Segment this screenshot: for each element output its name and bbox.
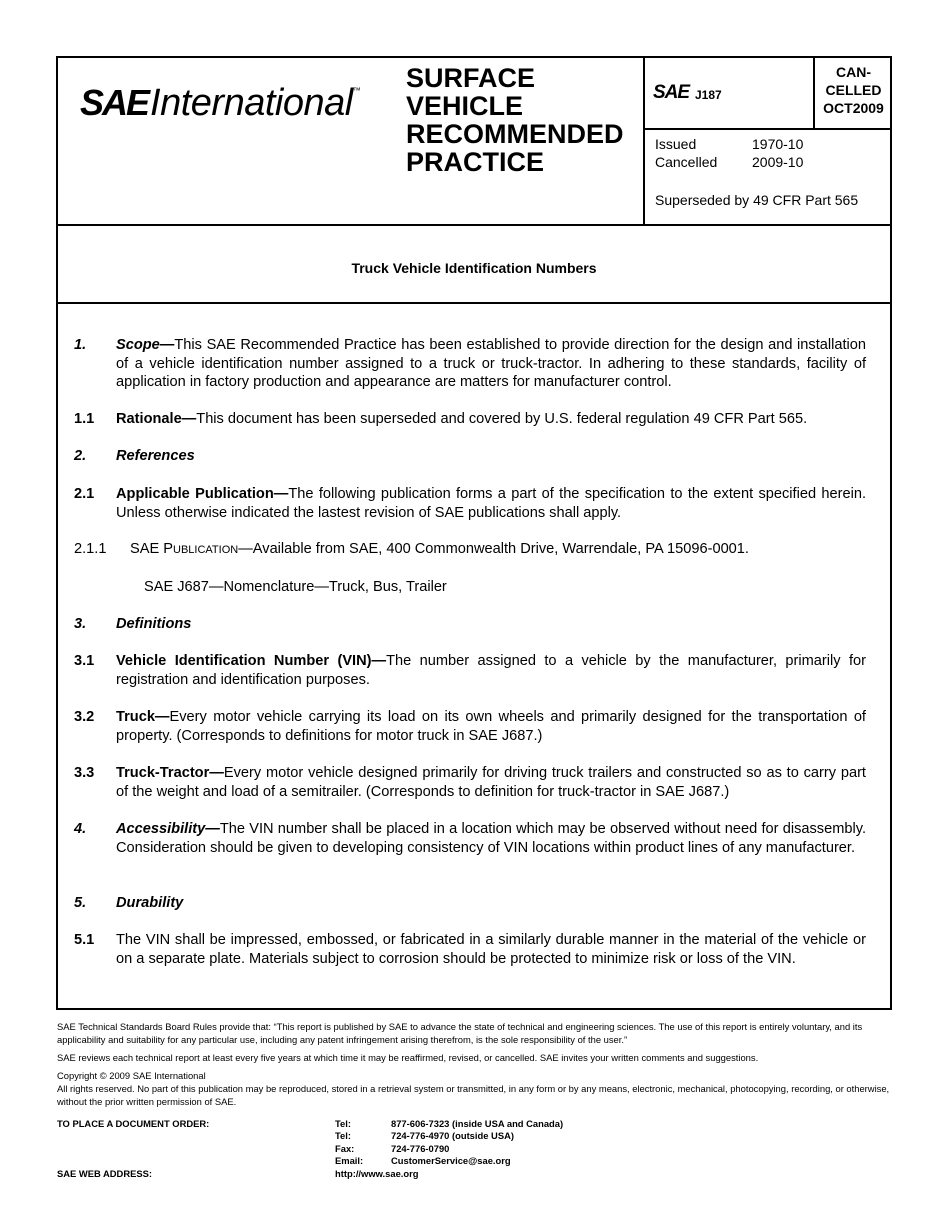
info-cell <box>643 58 892 224</box>
issued-row <box>655 136 804 152</box>
contact-value: 724-776-4970 (outside USA) <box>391 1130 514 1142</box>
section-heading: References <box>116 448 195 464</box>
doc-type-line: PRACTICE <box>406 147 545 177</box>
section-text: This SAE Recommended Practice has been established to provide direction for the design and installation of a vehicle identification number assigned to a truck or truck-tractor. In adhering to these standards, facility of application in factory production and appearance are matters for manufacturer control. <box>116 337 866 391</box>
issued-label: Issued <box>655 136 697 152</box>
doc-type-line: VEHICLE <box>406 91 524 121</box>
cancelled-row <box>655 154 804 170</box>
cancelled-status-box <box>813 58 892 128</box>
document-title: Truck Vehicle Identification Numbers <box>351 260 597 276</box>
document-number: J187 <box>695 88 722 102</box>
sae-small-logo: SAE <box>653 82 690 103</box>
section-number: 5. <box>74 895 87 911</box>
section-number: 3.1 <box>74 653 95 669</box>
title-row <box>58 226 890 304</box>
section-text: This document has been superseded and covered by U.S. federal regulation 49 CFR Part 565. <box>196 411 808 427</box>
section-number: 3. <box>74 616 87 632</box>
section-heading: Truck-Tractor— <box>116 765 224 781</box>
document-number-row <box>645 58 892 130</box>
footer-copyright: Copyright © 2009 SAE International <box>57 1070 206 1081</box>
section-heading-b: UBLICATION <box>173 544 239 556</box>
contact-label: Fax: <box>335 1142 355 1154</box>
superseded-note: Superseded by 49 CFR Part 565 <box>655 192 859 208</box>
contact-value: 724-776-0790 <box>391 1142 450 1154</box>
status-line: CELLED <box>825 82 882 98</box>
section-heading: Definitions <box>116 616 192 632</box>
section-heading: Scope— <box>116 337 175 353</box>
section-number: 3.3 <box>74 765 95 781</box>
section-heading: Durability <box>116 895 184 911</box>
section-text: The number assigned to a vehicle by the manufacturer, primarily for registration and identification purposes. <box>116 653 866 688</box>
section-heading-a: SAE P <box>130 541 173 557</box>
sae-international-logo <box>80 82 361 130</box>
status-line: CAN- <box>836 64 871 80</box>
section-number: 1.1 <box>74 411 95 427</box>
logo-sae: SAE <box>80 82 149 123</box>
section-text: The following publication forms a part of the specification to the extent specified herein. Unless otherwise indicated the lastest revision of SAE publications shall apply. <box>116 486 867 521</box>
section-heading: Applicable Publication— <box>116 486 289 502</box>
contact-value: 877-606-7323 (inside USA and Canada) <box>391 1118 564 1129</box>
footer <box>57 1020 897 1113</box>
web-label: SAE WEB ADDRESS: <box>57 1168 152 1179</box>
logo-trademark: ™ <box>352 86 361 95</box>
issued-value: 1970-10 <box>752 136 804 152</box>
status-line: OCT2009 <box>823 100 884 116</box>
section-text: —Available from SAE, 400 Commonwealth Drive, Warrendale, PA 15096-0001. <box>238 541 749 557</box>
section-number: 2.1 <box>74 486 95 502</box>
section-text: Every motor vehicle designed primarily for driving truck trailers and constructed so as to carry part of the weight and load of a semitrailer. (Corresponds to definition for truck-tractor in SAE J687.) <box>116 765 866 800</box>
section-number: 2. <box>74 448 87 464</box>
cancelled-label: Cancelled <box>655 154 718 170</box>
section-number: 3.2 <box>74 709 95 725</box>
section-number: 4. <box>74 821 87 837</box>
contact-label: Tel: <box>335 1118 351 1129</box>
header <box>58 58 890 226</box>
email-link[interactable]: CustomerService@sae.org <box>391 1155 511 1167</box>
footer-rules: SAE Technical Standards Board Rules provide that: “This report is published by SAE to advance the state of technical and engineering sciences. The use of this report is entirely voluntary, and its applicability and suitability for any particular use, including any patent infringement arising therefrom, is the sole responsibility of the user.” <box>57 1021 863 1045</box>
section-heading: Truck— <box>116 709 170 725</box>
website-link[interactable]: http://www.sae.org <box>335 1167 419 1179</box>
logo-international: International <box>150 82 353 124</box>
doc-type-line: RECOMMENDED <box>406 119 624 149</box>
section-number: 1. <box>74 337 87 353</box>
section-heading: Accessibility— <box>116 821 220 837</box>
section-number: 5.1 <box>74 932 95 948</box>
section-number: 2.1.1 <box>74 541 107 557</box>
section-heading: Rationale— <box>116 411 197 427</box>
reference-text: SAE J687—Nomenclature—Truck, Bus, Trailer <box>144 579 447 595</box>
doc-type-line: SURFACE <box>406 63 536 93</box>
section-heading: Vehicle Identification Number (VIN)— <box>116 653 387 669</box>
footer-review: SAE reviews each technical report at least every five years at which time it may be reaffirmed, revised, or cancelled. SAE invites your written comments and suggestions. <box>57 1052 759 1063</box>
contact-label: Tel: <box>335 1130 351 1142</box>
footer-rights: All rights reserved. No part of this publication may be reproduced, stored in a retrieval system or transmitted, in any form or by any means, electronic, mechanical, photocopying, recording, or otherwise, without the prior written permission of SAE. <box>57 1083 890 1107</box>
document-type <box>406 64 646 176</box>
section-text: The VIN shall be impressed, embossed, or fabricated in a similarly durable manner in the material of the vehicle or on a separate plate. Materials subject to corrosion should be protected to minimize risk or loss of the VIN. <box>116 932 866 967</box>
section-text: Every motor vehicle carrying its load on its own wheels and primarily designed for the transportation of property. (Corresponds to definitions for motor truck in SAE J687.) <box>116 709 866 744</box>
section-text: The VIN number shall be placed in a location which may be observed without need for disassembly. Consideration should be given to developing consistency of VIN locations within product lines of any manufacturer. <box>116 821 866 856</box>
cancelled-value: 2009-10 <box>752 154 804 170</box>
order-label: TO PLACE A DOCUMENT ORDER: <box>57 1118 210 1129</box>
contact-label: Email: <box>335 1155 364 1167</box>
document-frame <box>56 56 892 1010</box>
